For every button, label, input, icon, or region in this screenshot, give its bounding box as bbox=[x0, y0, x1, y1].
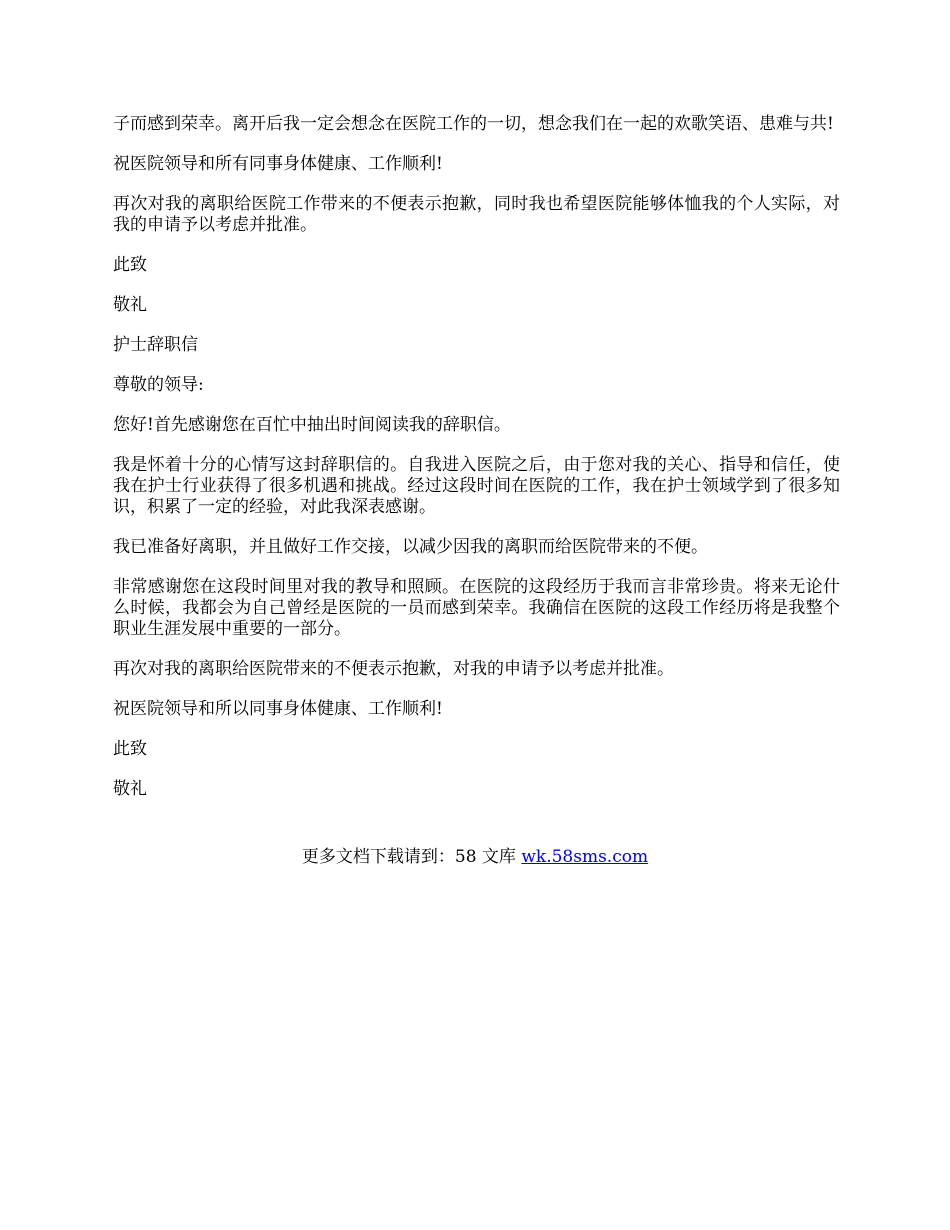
paragraph: 您好!首先感谢您在百忙中抽出时间阅读我的辞职信。 bbox=[113, 415, 511, 435]
footer bbox=[0, 847, 950, 868]
paragraph: 再次对我的离职给医院工作带来的不便表示抱歉，同时我也希望医院能够体恤我的个人实际，对我的申请予以考虑并批准。 bbox=[113, 194, 840, 235]
salutation: 尊敬的领导: bbox=[113, 375, 204, 395]
closing-line: 此致 bbox=[113, 739, 147, 759]
closing-salute: 敬礼 bbox=[113, 779, 147, 799]
closing-line: 此致 bbox=[113, 255, 147, 275]
paragraph: 子而感到荣幸。离开后我一定会想念在医院工作的一切，想念我们在一起的欢歌笑语、患难与共! bbox=[113, 114, 834, 134]
paragraph: 祝医院领导和所以同事身体健康、工作顺利! bbox=[113, 699, 443, 719]
footer-link[interactable]: wk.58sms.com bbox=[521, 847, 649, 867]
paragraph: 我是怀着十分的心情写这封辞职信的。自我进入医院之后，由于您对我的关心、指导和信任，使我在护士行业获得了很多机遇和挑战。经过这段时间在医院的工作，我在护士领域学到了很多知识，积累了一定的经验，对此我深表感谢。 bbox=[113, 455, 840, 517]
paragraph: 非常感谢您在这段时间里对我的教导和照顾。在医院的这段经历于我而言非常珍贵。将来无论什么时候，我都会为自己曾经是医院的一员而感到荣幸。我确信在医院的这段工作经历将是我整个职业生涯发展中重要的一部分。 bbox=[113, 577, 840, 639]
paragraph: 再次对我的离职给医院带来的不便表示抱歉，对我的申请予以考虑并批准。 bbox=[113, 659, 674, 679]
footer-text: 更多文档下载请到：58 文库 bbox=[301, 847, 522, 867]
paragraph: 我已准备好离职，并且做好工作交接，以减少因我的离职而给医院带来的不便。 bbox=[113, 537, 708, 557]
document-body bbox=[113, 114, 840, 819]
closing-salute: 敬礼 bbox=[113, 295, 147, 315]
paragraph: 祝医院领导和所有同事身体健康、工作顺利! bbox=[113, 154, 443, 174]
letter-title: 护士辞职信 bbox=[113, 335, 198, 355]
